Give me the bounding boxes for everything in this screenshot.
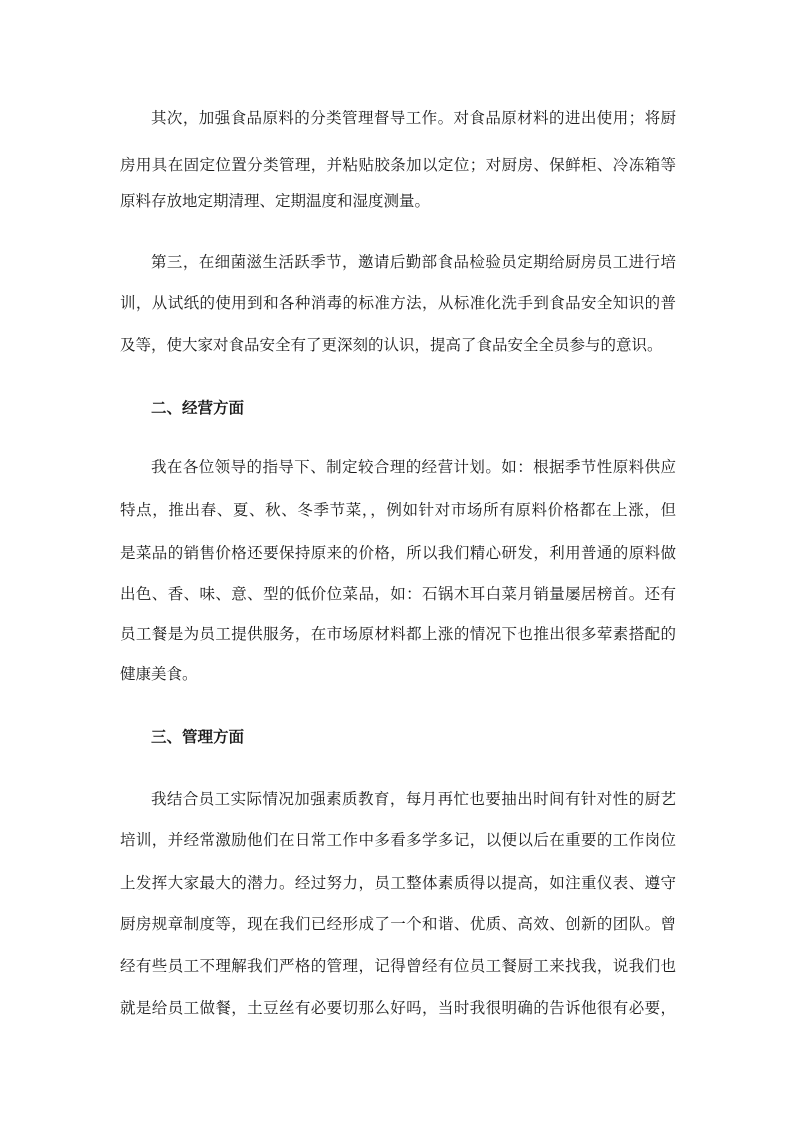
paragraph-3-line-2: 特点，推出春、夏、秋、冬季节菜，，例如针对市场所有原料价格都在上涨，但 [120, 501, 676, 519]
paragraph-3-line-3: 是菜品的销售价格还要保持原来的价格，所以我们精心研发，利用普通的原料做 [120, 544, 676, 562]
paragraph-1-line-2: 房用具在固定位置分类管理，并粘贴胶条加以定位；对厨房、保鲜柜、冷冻箱等 [120, 156, 676, 174]
section-heading-operations: 二、经营方面 [151, 399, 245, 417]
paragraph-4-line-3: 上发挥大家最大的潜力。经过努力，员工整体素质得以提高，如注重仪表、遵守 [120, 874, 676, 892]
paragraph-1-line-3: 原料存放地定期清理、定期温度和湿度测量。 [120, 192, 431, 210]
paragraph-4-line-6: 就是给员工做餐，土豆丝有必要切那么好吗，当时我很明确的告诉他很有必要， [120, 999, 676, 1017]
paragraph-4-line-2: 培训，并经常激励他们在日常工作中多看多学多记，以便以后在重要的工作岗位 [120, 831, 676, 849]
paragraph-3-line-4: 出色、香、味、意、型的低价位菜品，如：石锅木耳白菜月销量屡居榜首。还有 [120, 585, 676, 603]
paragraph-4-line-5: 经有些员工不理解我们严格的管理，记得曾经有位员工餐厨工来找我，说我们也 [120, 957, 676, 975]
paragraph-3-line-5: 员工餐是为员工提供服务，在市场原材料都上涨的情况下也推出很多荤素搭配的 [120, 625, 676, 643]
paragraph-3-line-1: 我在各位领导的指导下、制定较合理的经营计划。如：根据季节性原料供应 [151, 458, 676, 476]
section-heading-management: 三、管理方面 [151, 728, 245, 746]
paragraph-4-line-4: 厨房规章制度等，现在我们已经形成了一个和谐、优质、高效、创新的团队。曾 [120, 915, 676, 933]
paragraph-2-line-3: 及等，使大家对食品安全有了更深刻的认识，提高了食品安全全员参与的意识。 [120, 336, 663, 354]
paragraph-3-line-6: 健康美食。 [120, 665, 198, 683]
paragraph-4-line-1: 我结合员工实际情况加强素质教育，每月再忙也要抽出时间有针对性的厨艺 [151, 790, 676, 808]
paragraph-1-line-1: 其次，加强食品原料的分类管理督导工作。对食品原材料的进出使用；将厨 [151, 109, 676, 127]
paragraph-2-line-2: 训，从试纸的使用到和各种消毒的标准方法，从标准化洗手到食品安全知识的普 [120, 294, 676, 312]
paragraph-2-line-1: 第三，在细菌滋生活跃季节，邀请后勤部食品检验员定期给厨房员工进行培 [151, 253, 676, 271]
